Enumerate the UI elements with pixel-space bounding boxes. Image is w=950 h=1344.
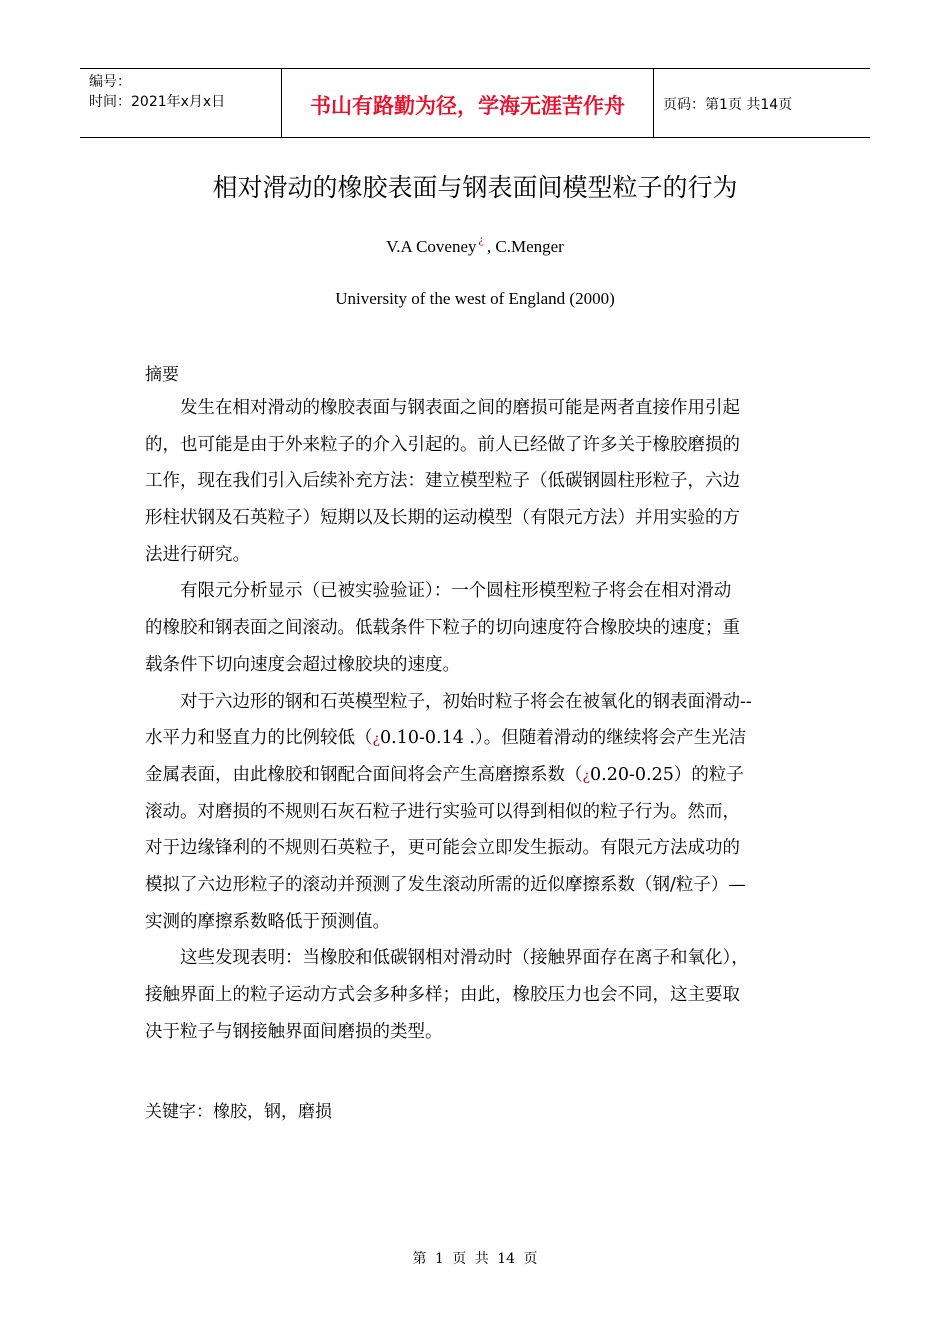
- author-second: , C.Menger: [486, 237, 564, 256]
- para2-line: 载条件下切向速度会超过橡胶块的速度。: [145, 654, 460, 675]
- para4-line: 决于粒子与钢接触界面间磨损的类型。: [145, 1021, 443, 1042]
- number-label: 编号：: [89, 74, 131, 90]
- para2-line: 有限元分析显示（已被实验验证）：一个圆柱形模型粒子将会在相对滑动: [180, 581, 732, 602]
- para1-line: 发生在相对滑动的橡胶表面与钢表面之间的磨损可能是两者直接作用引起: [180, 398, 740, 418]
- time-label: 时间：2021年x月x日: [89, 94, 226, 110]
- unknown-char-mark: ¿: [372, 731, 381, 748]
- keywords-label: 关键字：: [145, 1102, 213, 1122]
- para3-line: 对于边缘锋利的不规则石英粒子，更可能会立即发生振动。有限元方法成功的: [145, 838, 740, 859]
- para1-line: 的，也可能是由于外来粒子的介入引起的。前人已经做了许多关于橡胶磨损的: [145, 434, 740, 455]
- para3-text: 0.10-0.14 .）。但随着滑动的继续将会产生光洁: [380, 728, 747, 749]
- unknown-char-mark: ¿: [582, 767, 591, 784]
- keywords: [145, 1097, 332, 1122]
- authors: [0, 232, 950, 257]
- para3-text: 水平力和竖直力的比例较低（: [145, 728, 373, 749]
- motto: 书山有路勤为径，学海无涯苦作舟: [310, 94, 625, 118]
- para3-line: [145, 720, 810, 757]
- para1-line: 工作，现在我们引入后续补充方法：建立模型粒子（低碳钢圆柱形粒子，六边: [145, 471, 740, 492]
- para1-line: 法进行研究。: [145, 544, 250, 565]
- para3-text: 金属表面，由此橡胶和钢配合面间将会产生高磨擦系数（: [145, 764, 583, 785]
- footnote-mark: ¿: [478, 232, 484, 246]
- para3-text: 0.20-0.25）的粒子: [590, 764, 744, 785]
- para2-line: 的橡胶和钢表面之间滚动。低载条件下粒子的切向速度符合橡胶块的速度；重: [145, 618, 740, 639]
- abstract-body: [145, 390, 810, 1050]
- header-motto-cell: [281, 69, 654, 137]
- para3-line: 实测的摩擦系数略低于预测值。: [145, 911, 390, 932]
- author-first: V.A Coveney: [386, 237, 477, 256]
- para3-line: [145, 757, 810, 794]
- para4-line: 这些发现表明：当橡胶和低碳钢相对滑动时（接触界面存在离子和氧化），: [180, 948, 749, 969]
- para3-line: 模拟了六边形粒子的滚动并预测了发生滚动所需的近似摩擦系数（钢/粒子）—: [145, 874, 746, 895]
- para3-line: 滚动。对磨损的不规则石灰石粒子进行实验可以得到相似的粒子行为。然而，: [145, 801, 740, 822]
- para3-line: 对于六边形的钢和石英模型粒子，初始时粒子将会在被氧化的钢表面滑动--: [180, 691, 752, 712]
- affiliation: University of the west of England (2000): [335, 289, 615, 308]
- page-footer: 第 1 页 共 14 页: [412, 1251, 538, 1267]
- abstract-heading: 摘要: [145, 365, 179, 385]
- para1-line: 形柱状钢及石英粒子）短期以及长期的运动模型（有限元方法）并用实验的方: [145, 508, 740, 529]
- header-meta: [80, 69, 281, 137]
- page-title: 相对滑动的橡胶表面与钢表面间模型粒子的行为: [212, 173, 738, 202]
- keywords-value: 橡胶，钢，磨损: [213, 1102, 332, 1122]
- header-page-info: 页码：第1页 共14页: [663, 97, 793, 113]
- para4-line: 接触界面上的粒子运动方式会多种多样；由此，橡胶压力也会不同，这主要取: [145, 985, 740, 1005]
- header-table: [80, 68, 870, 138]
